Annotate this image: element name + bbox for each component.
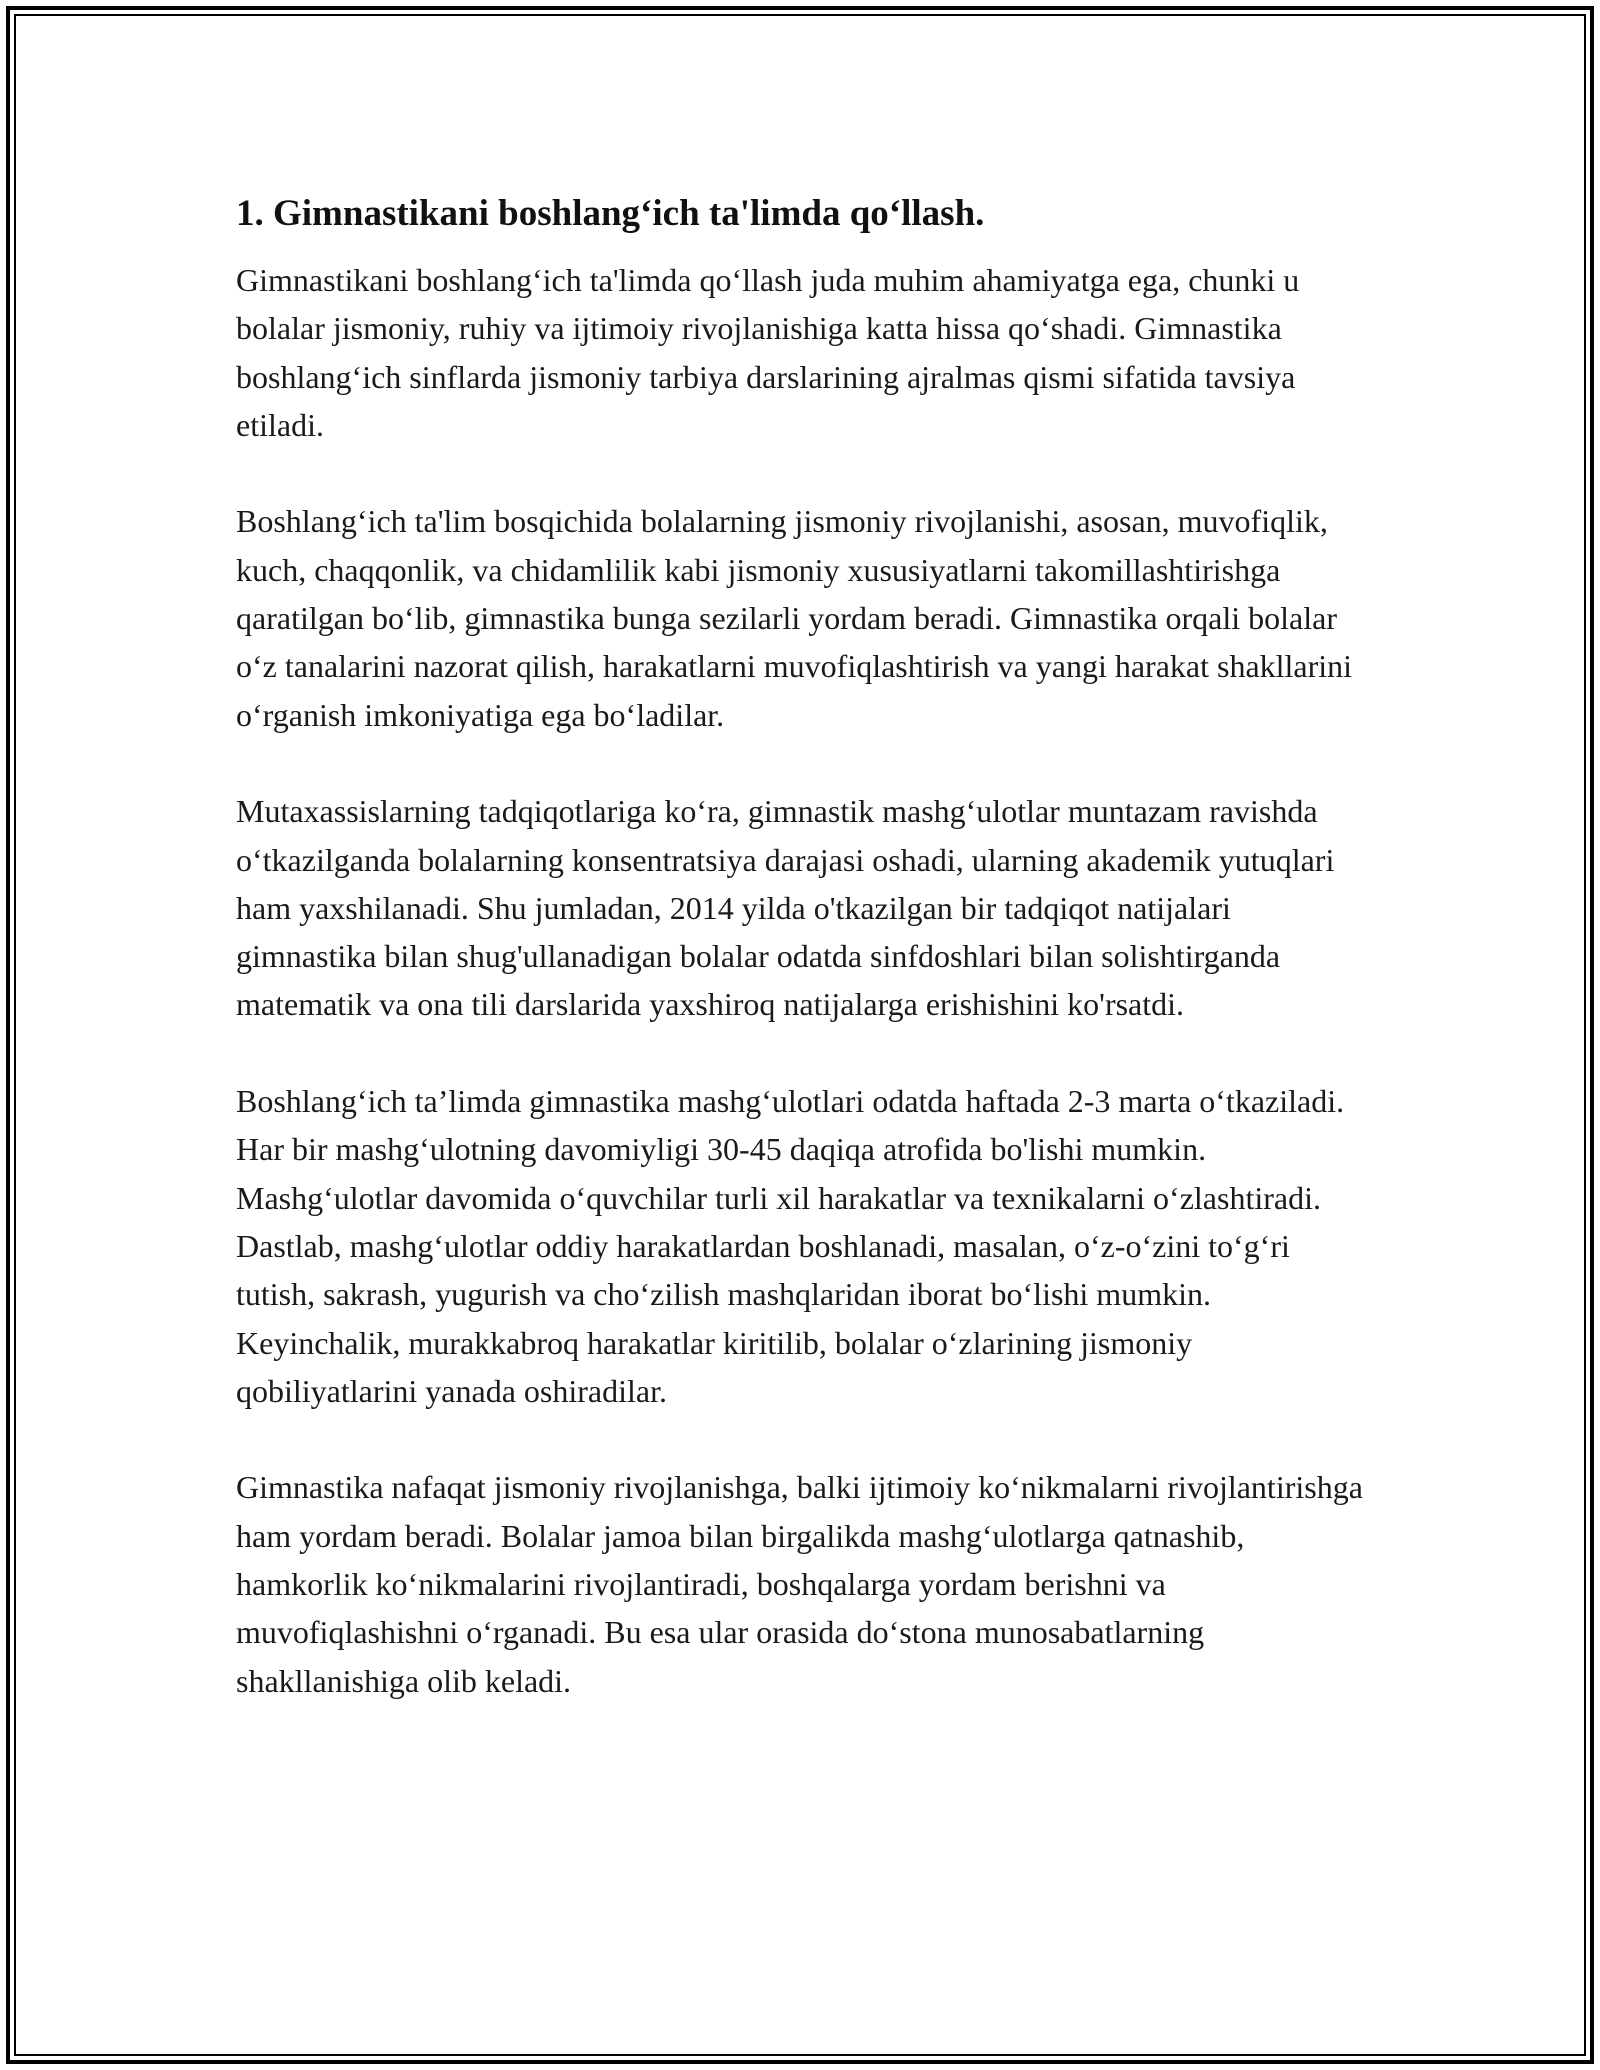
paragraph-5: Gimnastika nafaqat jismoniy rivojlanishga, balki ijtimoiy ko‘nikmalarni rivojlantirishga ham yordam beradi. Bolalar jamoa bilan birgalikda mashg‘ulotlarga qatnashib, hamkorlik ko‘nikmalarini rivojlantiradi, boshqalarga yordam berishni va muvofiqlashishni o‘rganadi. Bu esa ular orasida do‘stona munosabatlarning shakllanishiga olib keladi. (236, 1469, 1363, 1699)
paragraph-3: Mutaxassislarning tadqiqotlariga ko‘ra, gimnastik mashg‘ulotlar muntazam ravishda o‘tkazilganda bolalarning konsentratsiya darajasi oshadi, ularning akademik yutuqlari ham yaxshilanadi. Shu jumladan, 2014 yilda o'tkazilgan bir tadqiqot natijalari gimnastika bilan shug'ullanadigan bolalar odatda sinfdoshlari bilan solishtirganda matematik va ona tili darslarida yaxshiroq natijalarga erishishini ko'rsatdi. (236, 793, 1335, 1023)
document-body (236, 186, 1376, 1705)
paragraph-4: Boshlang‘ich ta’limda gimnastika mashg‘ulotlari odatda haftada 2-3 marta o‘tkaziladi. Har bir mashg‘ulotning davomiyligi 30-45 daqiqa atrofida bo'lishi mumkin. Mashg‘ulotlar davomida o‘quvchilar turli xil harakatlar va texnikalarni o‘zlashtiradi. Dastlab, mashg‘ulotlar oddiy harakatlardan boshlanadi, masalan, o‘z-o‘zini to‘g‘ri tutish, sakrash, yugurish va cho‘zilish mashqlaridan iborat bo‘lishi mumkin. Keyinchalik, murakkabroq harakatlar kiritilib, bolalar o‘zlarining jismoniy qobiliyatlarini yanada oshiradilar. (236, 1083, 1345, 1409)
paragraph-1: Gimnastikani boshlang‘ich ta'limda qo‘llash juda muhim ahamiyatga ega, chunki u bolalar jismoniy, ruhiy va ijtimoiy rivojlanishiga katta hissa qo‘shadi. Gimnastika boshlang‘ich sinflarda jismoniy tarbiya darslarining ajralmas qismi sifatida tavsiya etiladi. (236, 262, 1300, 443)
section-heading: 1. Gimnastikani boshlang‘ich ta'limda qo‘llash. (236, 193, 985, 234)
paragraph-2: Boshlang‘ich ta'lim bosqichida bolalarning jismoniy rivojlanishi, asosan, muvofiqlik, kuch, chaqqonlik, va chidamlilik kabi jismoniy xususiyatlarni takomillashtirishga qaratilgan bo‘lib, gimnastika bunga sezilarli yordam beradi. Gimnastika orqali bolalar o‘z tanalarini nazorat qilish, harakatlarni muvofiqlashtirish va yangi harakat shakllarini o‘rganish imkoniyatiga ega bo‘ladilar. (236, 503, 1353, 733)
